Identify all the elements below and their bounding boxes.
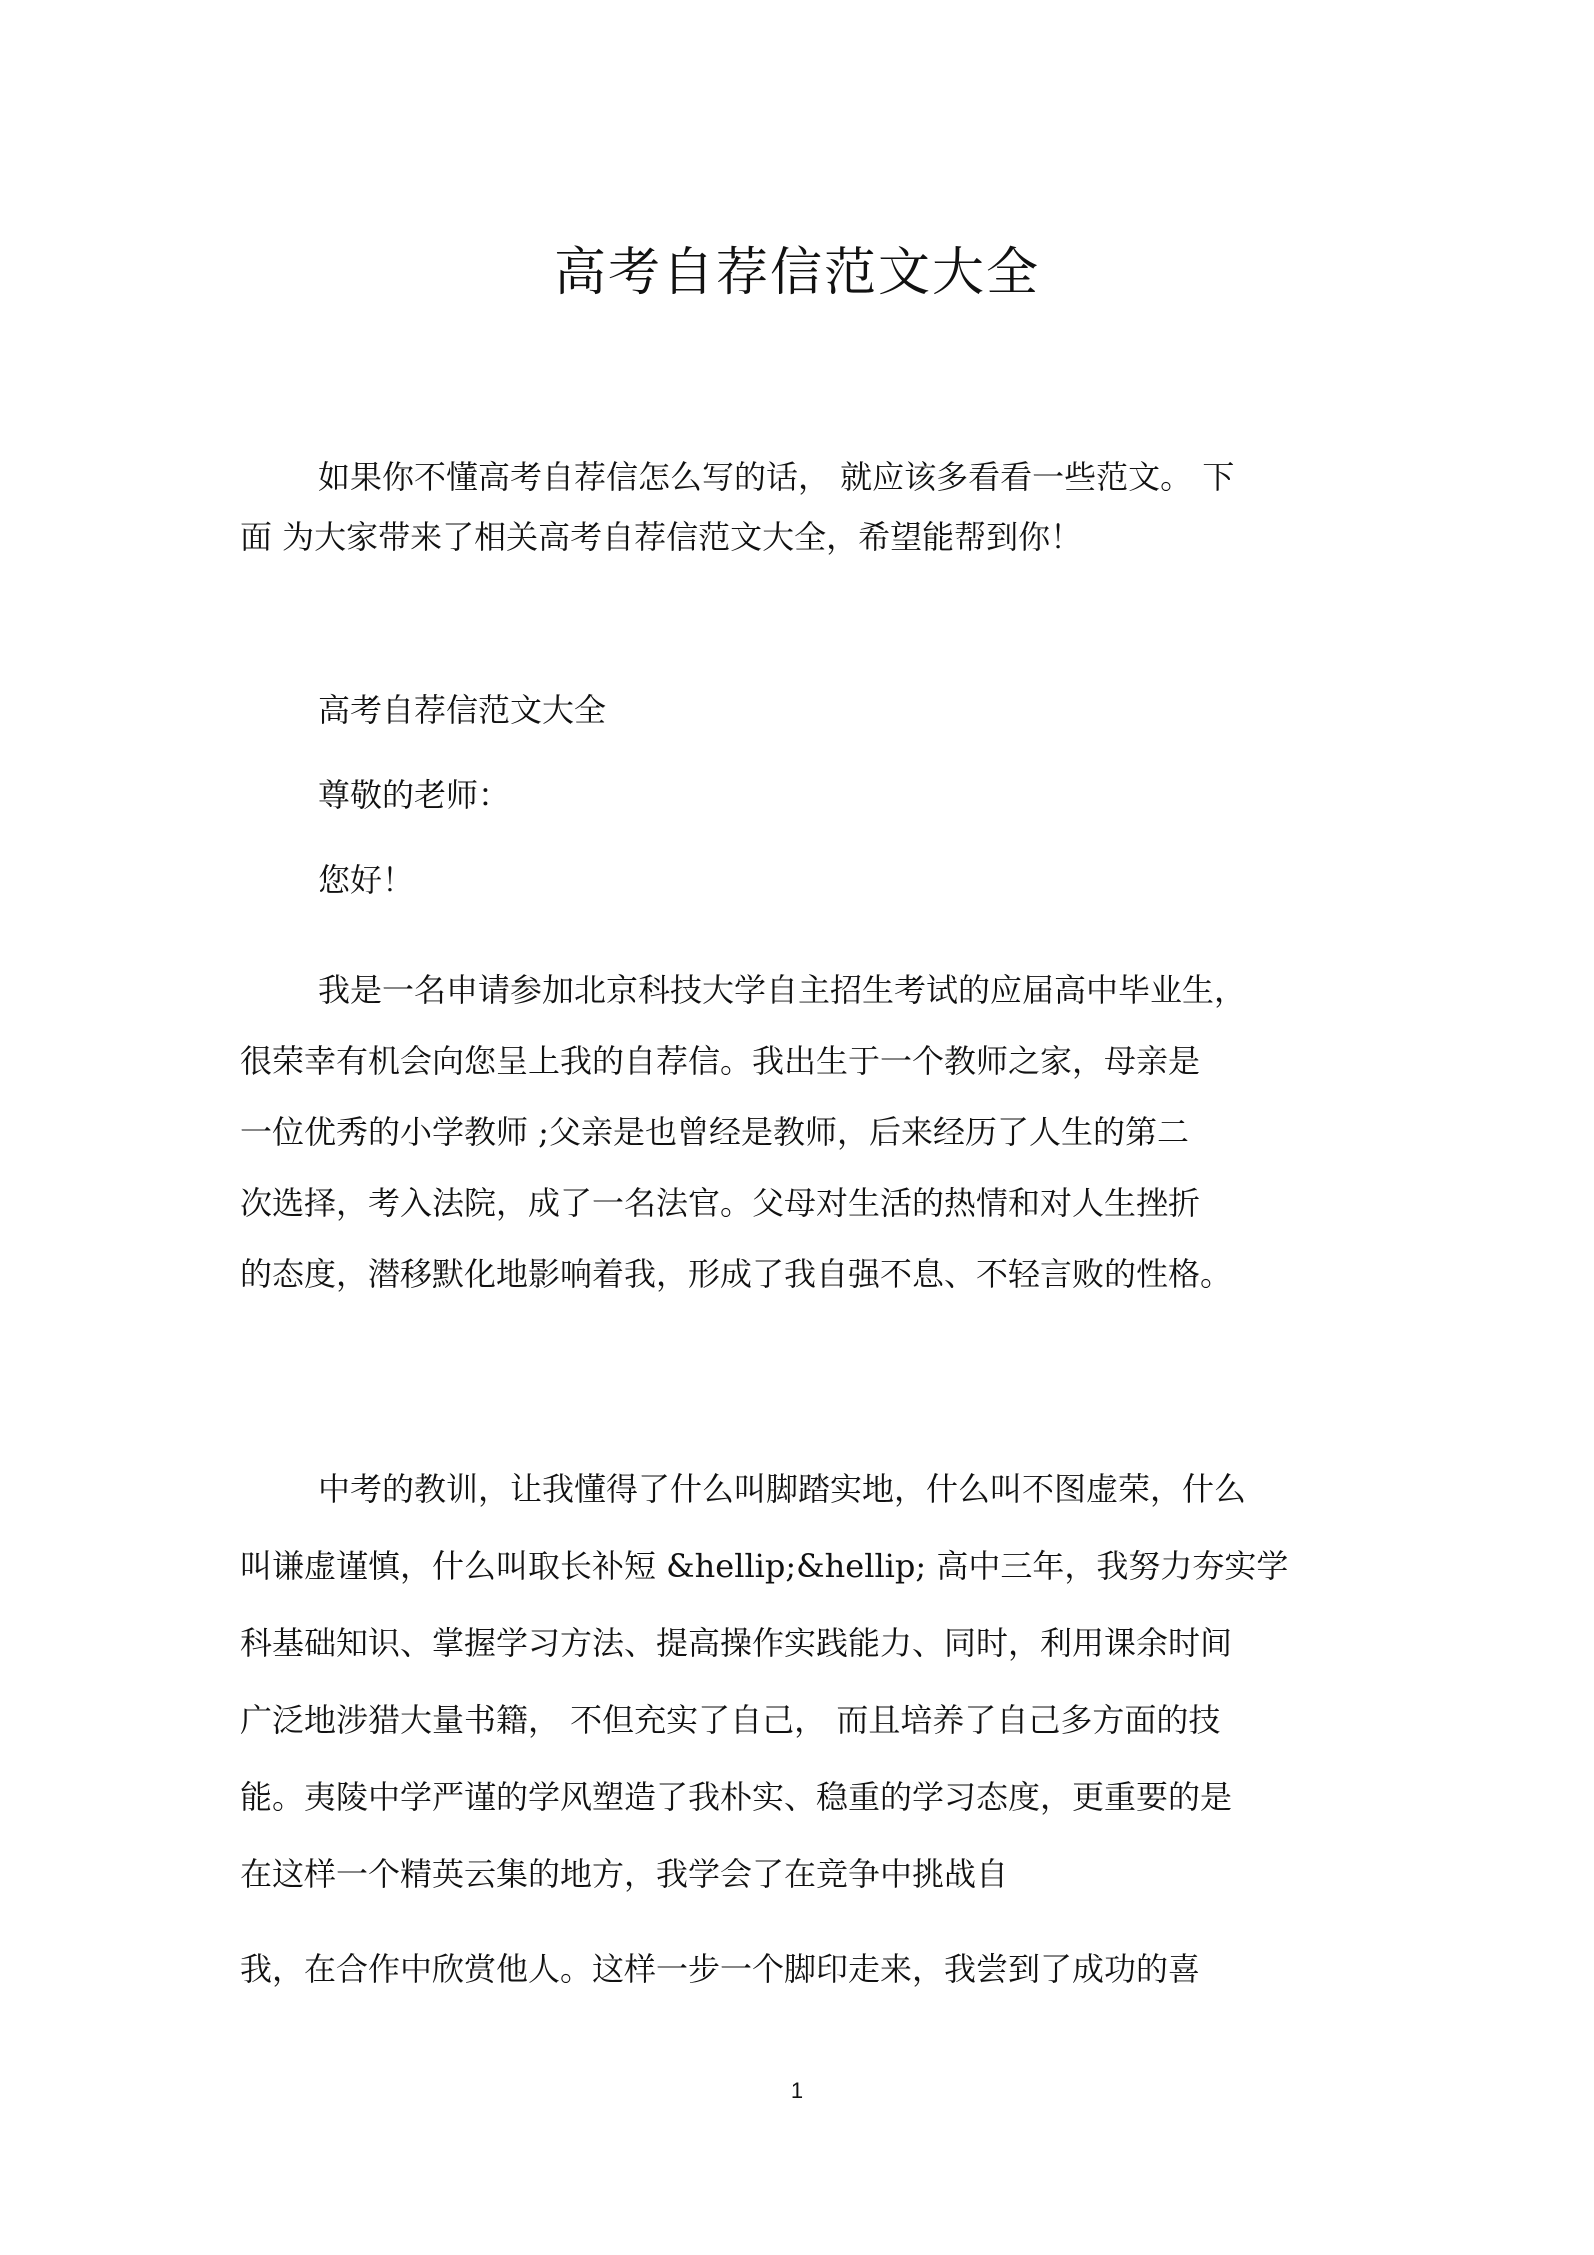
paragraph2-line-3: 科基础知识、掌握学习方法、提高操作实践能力、同时，利用课余时间 [240,1624,1233,1662]
paragraph2-line-5: 能。夷陵中学严谨的学风塑造了我朴实、稳重的学习态度，更重要的是 [240,1778,1233,1816]
paragraph1-line-4: 次选择，考入法院，成了一名法官。父母对生活的热情和对人生挫折 [240,1184,1201,1222]
document-title: 高考自荐信范文大全 [553,243,1040,303]
paragraph1-line-5: 的态度，潜移默化地影响着我，形成了我自强不息、不轻言败的性格。 [240,1255,1233,1293]
letter-heading: 高考自荐信范文大全 [318,691,607,729]
paragraph2-line-4: 广泛地涉猎大量书籍， 不但充实了自己， 而且培养了自己多方面的技 [240,1701,1221,1739]
letter-greeting: 您好！ [318,861,415,899]
page-number: 1 [790,2078,804,2103]
paragraph1-line-2: 很荣幸有机会向您呈上我的自荐信。我出生于一个教师之家，母亲是 [240,1042,1201,1080]
intro-line-2: 面 为大家带来了相关高考自荐信范文大全，希望能帮到你！ [240,518,1083,556]
paragraph2-line-1: 中考的教训，让我懂得了什么叫脚踏实地，什么叫不图虚荣，什么 [318,1470,1247,1508]
letter-salutation: 尊敬的老师： [318,776,511,814]
paragraph2-line-7: 我，在合作中欣赏他人。这样一步一个脚印走来，我尝到了成功的喜 [240,1950,1201,1988]
intro-line-1: 如果你不懂高考自荐信怎么写的话， 就应该多看看一些范文。 下 [318,458,1235,496]
paragraph1-line-1: 我是一名申请参加北京科技大学自主招生考试的应届高中毕业生， [318,971,1247,1009]
paragraph2-line-6: 在这样一个精英云集的地方，我学会了在竞争中挑战自 [240,1855,1009,1893]
paragraph1-line-3: 一位优秀的小学教师 ;父亲是也曾经是教师，后来经历了人生的第二 [240,1113,1189,1151]
paragraph2-line-2: 叫谦虚谨慎，什么叫取长补短 &hellip;&hellip; 高中三年，我努力夯实学 [240,1547,1289,1585]
